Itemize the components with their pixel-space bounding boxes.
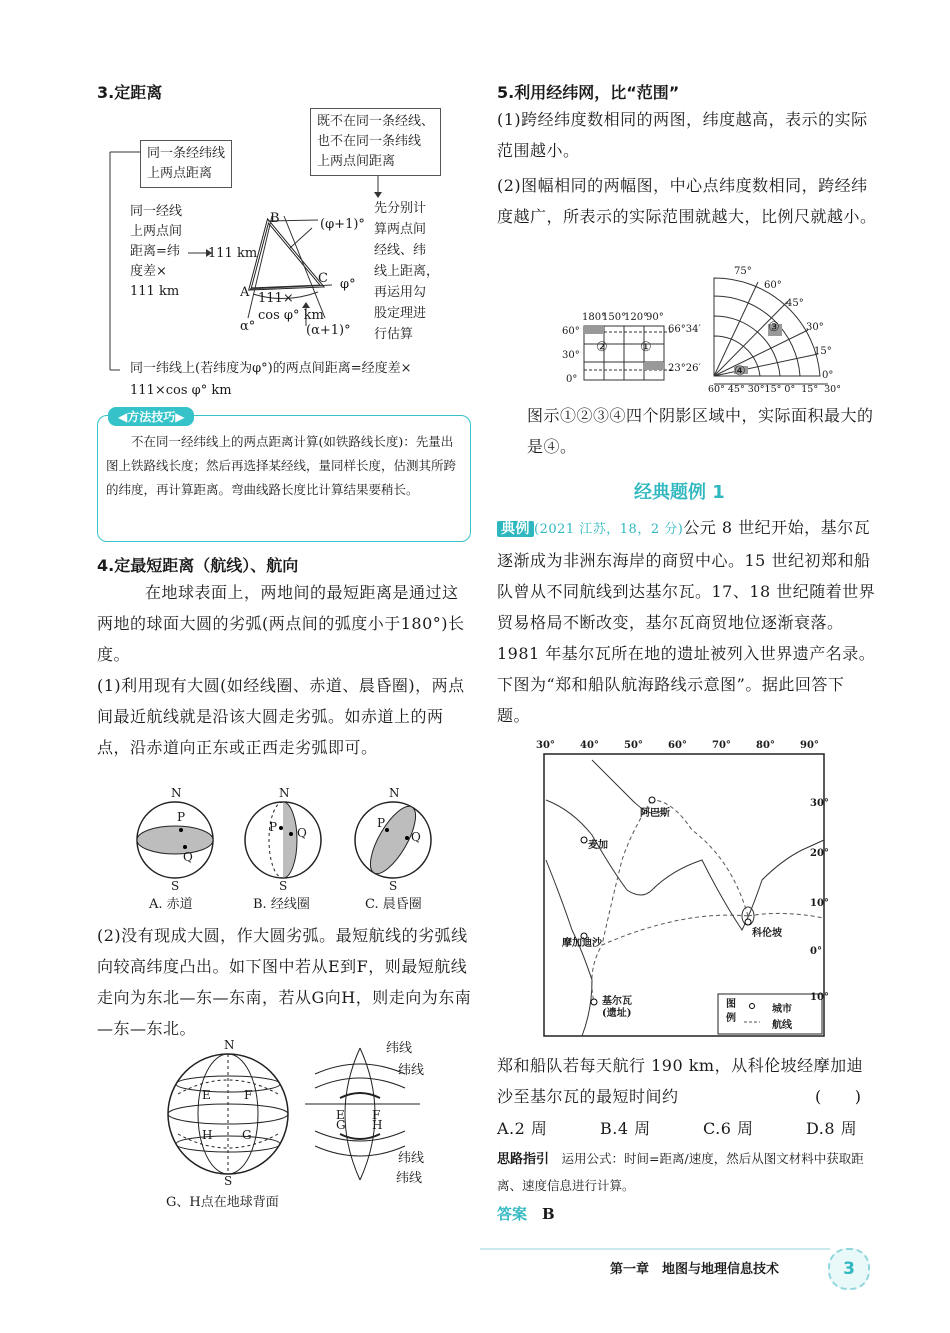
zheng-he-route-map <box>532 740 842 1040</box>
example-heading: 经典题例 1 <box>634 482 725 503</box>
map-lon-90: 90° <box>800 740 819 751</box>
great-circle-globes <box>125 782 455 917</box>
label-111km: 111 km <box>208 246 258 261</box>
section-5-title: 5.利用经纬网，比“范围” <box>497 83 680 102</box>
latitude-label-2: 纬线 <box>398 1063 425 1078</box>
grid-left-30: 30° <box>562 350 580 361</box>
globe-b-s: S <box>279 879 288 893</box>
section-4-title: 4.定最短距离（航线）、航向 <box>97 556 299 575</box>
fan-bottom-scale: 60° 45° 30°15° 0° 15° 30° <box>708 384 841 395</box>
section-4-intro: 在地球表面上，两地间的最短距离是通过这两地的球面大圆的劣弧(两点间的弧度小于180°)长度。 <box>97 583 465 664</box>
fan-15: 15° <box>814 346 832 357</box>
section-4-point-1: (1)利用现有大圆(如经线圈、赤道、晨昏圈)，两点间最近航线就是沿该大圆走劣弧。如赤道上的两点，沿赤道向正东或正西走劣弧即可。 <box>97 676 465 757</box>
globe-b-n: N <box>279 786 290 800</box>
grid-top-150: 150° <box>602 312 627 323</box>
method-tip-text: 不在同一经纬线上的两点距离计算(如铁路线长度)：先量出图上铁路线长度；然后再选择某经线，量同样长度，估测其所跨的纬度，再计算距离。弯曲线路长度比计算结果要稍长。 <box>106 434 457 497</box>
hint-label: 思路指引 <box>497 1152 550 1167</box>
great-circle-route-figure <box>160 1036 460 1216</box>
footer-rule <box>480 1248 830 1250</box>
grid-left-0: 0° <box>566 374 578 385</box>
latitude-label-3: 纬线 <box>398 1151 425 1166</box>
grid-right-tropic: 23°26′ <box>668 363 701 374</box>
city-mogadishu: 摩加迪沙 <box>562 938 602 949</box>
fan-area-4: ④ <box>734 364 746 379</box>
box-neither-line: 既不在同一条经线、 也不在同一条纬线 上两点间距离 <box>310 108 441 176</box>
globe-a-caption: A. 赤道 <box>149 897 193 912</box>
distance-diagram <box>100 108 470 408</box>
globe-c-s: S <box>389 879 398 893</box>
route-g: G <box>242 1128 252 1142</box>
fan-area-3: ③ <box>768 320 780 335</box>
option-c[interactable]: C.6 周 <box>703 1119 754 1138</box>
label-alpha-plus-1: (α+1)° <box>306 323 351 338</box>
globe-c-q: Q <box>411 830 421 844</box>
map-lon-30: 30° <box>536 740 555 751</box>
section-5-point-2: (2)图幅相同的两幅图，中心点纬度数相同，跨经纬度越广，所表示的实际范围就越大，比例尺就越小。 <box>497 176 877 226</box>
section-5-conclusion: 图示①②③④四个阴影区域中，实际面积最大的是④。 <box>527 406 874 456</box>
city-abbas: 阿巴斯 <box>640 808 670 819</box>
legend-city: 城市 <box>772 1004 792 1015</box>
globe-a-s: S <box>171 879 180 893</box>
option-d[interactable]: D.8 周 <box>806 1119 858 1138</box>
grid-area-2: ② <box>596 340 608 355</box>
fan-75: 75° <box>734 266 752 277</box>
answer-line <box>497 1203 555 1224</box>
globe-a-n: N <box>171 786 182 800</box>
section-3-title: 3.定距离 <box>97 83 163 102</box>
globe-b-q: Q <box>297 826 307 840</box>
city-kilwa: 基尔瓦 (遗址) <box>602 996 632 1019</box>
section-4-point-2: (2)没有现成大圆，作大圆劣弧。最短航线的劣弧线向较高纬度凸出。如下图中若从E到F，则最短航线走向为东北—东—东南，若从G向H，则走向为东南—东—东北。 <box>97 926 472 1038</box>
fan-map-figure <box>708 266 841 396</box>
globe-b-p: P <box>269 820 278 834</box>
legend-route: 航线 <box>772 1020 792 1031</box>
map-lat-10s: 10° <box>810 992 829 1003</box>
route-e: E <box>202 1088 211 1102</box>
point-a: A <box>240 285 250 300</box>
route-right-h: H <box>372 1118 383 1132</box>
label-alpha: α° <box>240 319 256 334</box>
section-5-point-1: (1)跨经纬度数相同的两图，纬度越高，表示的实际范围越小。 <box>497 110 868 160</box>
page-number: 3 <box>828 1248 870 1290</box>
route-n: N <box>224 1038 235 1052</box>
latitude-label-4: 纬线 <box>396 1171 423 1186</box>
hint-text: 运用公式：时间=距离/速度，然后从图文材料中获取距离、速度信息进行计算。 <box>497 1151 864 1193</box>
route-map-drawing <box>532 740 842 1040</box>
grid-map-figure <box>560 312 710 392</box>
grid-top-90: 90° <box>646 312 664 323</box>
option-a[interactable]: A.2 周 <box>497 1119 548 1138</box>
globe-a-q: Q <box>183 850 193 864</box>
map-lon-40: 40° <box>580 740 599 751</box>
footer-chapter: 第一章 地图与地理信息技术 <box>610 1262 780 1277</box>
map-lat-30: 30° <box>810 798 829 809</box>
globe-c-n: N <box>389 786 400 800</box>
label-same-latitude: 同一纬线上(若纬度为φ°)的两点间距离=经度差× 111×cos φ° km <box>130 361 412 398</box>
city-colombo: 科伦坡 <box>752 928 782 939</box>
point-b: B <box>270 211 280 226</box>
map-lon-70: 70° <box>712 740 731 751</box>
fan-60: 60° <box>764 280 782 291</box>
grid-top-120: 120° <box>624 312 649 323</box>
method-tip-box <box>97 410 471 542</box>
example-text: 公元 8 世纪开始，基尔瓦逐渐成为非洲东海岸的商贸中心。15 世纪初郑和船队曾从不同航线到达基尔瓦。17、18 世纪随着世界贸易格局不断改变，基尔瓦商贸地位逐渐衰落。1981 年基尔瓦所在地的遗址被列入世界遗产名录。下图为“郑和船队航海路线示意图”。据此回答下题。 <box>497 518 876 725</box>
globe-a-p: P <box>177 810 186 824</box>
map-lat-10n: 10° <box>810 898 829 909</box>
answer-value: B <box>542 1205 555 1223</box>
route-figure-caption: G、H点在地球背面 <box>166 1195 279 1210</box>
map-lon-60: 60° <box>668 740 687 751</box>
globe-c-caption: C. 晨昏圈 <box>365 897 422 912</box>
route-right-f: F <box>372 1108 381 1122</box>
globe-b-caption: B. 经线圈 <box>253 897 310 912</box>
fan-30: 30° <box>806 322 824 333</box>
hint-block <box>497 1146 877 1199</box>
label-cos-formula: 111× cos φ° km <box>258 291 324 323</box>
method-tip-title: ◀方法技巧▶ <box>108 407 194 426</box>
latitude-label-1: 纬线 <box>386 1041 413 1056</box>
grid-left-60: 60° <box>562 326 580 337</box>
label-method: 先分别计 算两点间 经线、纬 线上距离， 再运用勾 股定理进 行估算 <box>374 201 440 342</box>
city-mecca: 麦加 <box>588 840 608 851</box>
globe-c-p: P <box>377 816 386 830</box>
route-s: S <box>224 1174 233 1188</box>
answer-options <box>497 1113 877 1144</box>
map-lon-50: 50° <box>624 740 643 751</box>
fan-0: 0° <box>822 370 834 381</box>
route-right-e: E <box>336 1108 345 1122</box>
route-h: H <box>202 1128 213 1142</box>
route-f: F <box>244 1088 253 1102</box>
example-source: (2021 江苏，18，2 分) <box>534 522 684 537</box>
example-tag: 典例 <box>497 521 534 537</box>
grid-area-1: ① <box>640 340 652 355</box>
label-phi: φ° <box>340 277 356 292</box>
grid-right-arctic: 66°34′ <box>668 324 701 335</box>
grid-top-180: 180° <box>582 312 607 323</box>
point-c: C <box>318 271 328 286</box>
question-text: 郑和船队若每天航行 190 km，从科伦坡经摩加迪沙至基尔瓦的最短时间约 <box>497 1056 864 1106</box>
answer-paren: ( ) <box>815 1087 862 1106</box>
legend-title: 图 例 <box>726 999 736 1024</box>
box-same-line: 同一条经纬线 上两点距离 <box>140 140 232 188</box>
example-passage <box>497 512 877 731</box>
map-lon-80: 80° <box>756 740 775 751</box>
label-same-meridian: 同一经线 上两点间 距离=纬 度差× 111 km <box>130 204 183 299</box>
map-lat-0: 0° <box>810 946 822 957</box>
route-right-g: G <box>336 1118 346 1132</box>
label-phi-plus-1: (φ+1)° <box>320 217 365 232</box>
fan-45: 45° <box>786 298 804 309</box>
map-lat-20: 20° <box>810 848 829 859</box>
option-b[interactable]: B.4 周 <box>600 1119 651 1138</box>
answer-label: 答案 <box>497 1205 528 1223</box>
